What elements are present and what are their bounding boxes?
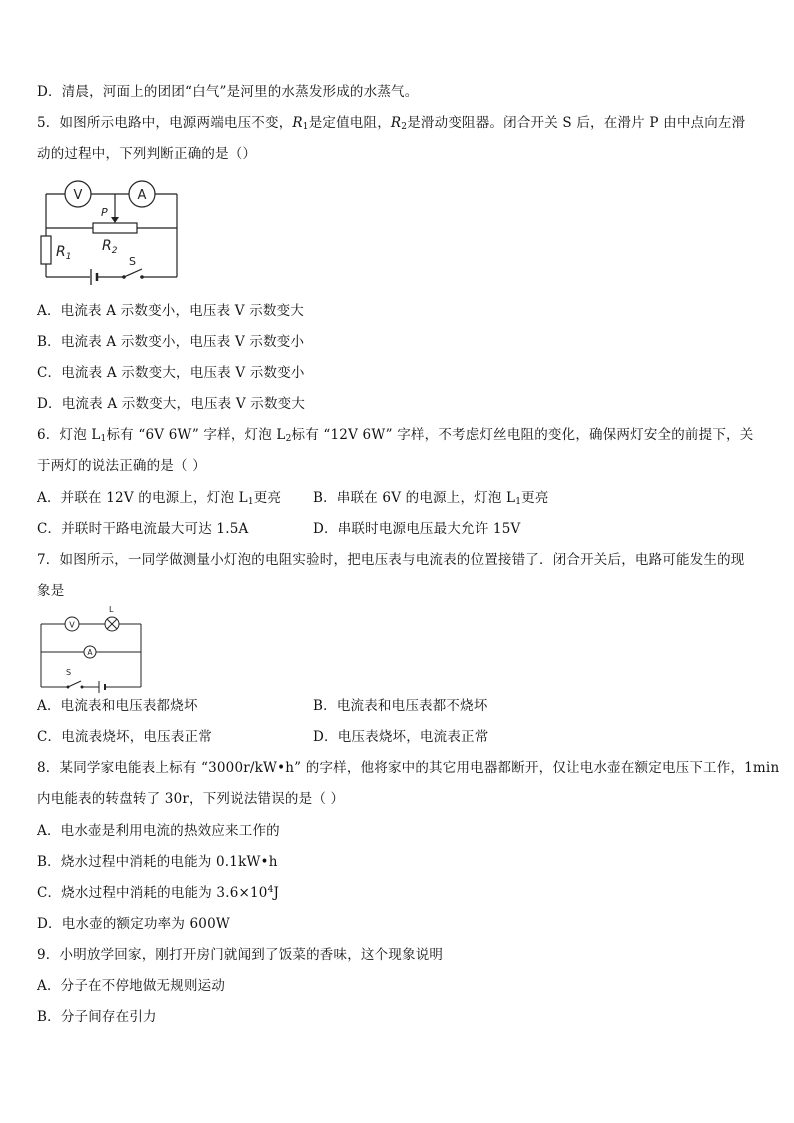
q9-stem: 9．小明放学回家，刚打开房门就闻到了饭菜的香味，这个现象说明	[37, 947, 444, 963]
voltmeter-label: V	[69, 620, 75, 630]
q8-stem-line2: 内电能表的转盘转了 30r，下列说法错误的是（ ）	[37, 791, 345, 807]
switch-contact-left	[67, 686, 70, 689]
slider-label-p: P	[101, 206, 108, 219]
q5-option-a: A．电流表 A 示数变小，电压表 V 示数变大	[37, 303, 305, 319]
switch-contact-left	[122, 275, 126, 279]
q9-option-b: B．分子间存在引力	[37, 1009, 157, 1025]
q6-option-b: B．串联在 6V 的电源上，灯泡 $L_1$更亮	[313, 490, 549, 507]
rheostat-r2	[93, 223, 137, 233]
q8-option-a: A．电水壶是利用电流的热效应来工作的	[37, 823, 280, 839]
battery-icon	[91, 269, 97, 285]
ammeter-label: A	[137, 188, 147, 203]
switch-label-s: S	[66, 668, 72, 677]
q5-stem-line1: 5．如图所示电路中，电源两端电压不变，$R_1$是定值电阻，$R_2$是滑动变阻器。闭合开关 S 后，在滑片 P 由中点向左滑	[37, 115, 746, 132]
q6-option-d: D．串联时电源电压最大允许 15V	[313, 521, 521, 537]
resistor-r1	[41, 236, 51, 264]
q5-stem-line2: 动的过程中，下列判断正确的是（）	[37, 146, 257, 162]
q7-option-b: B．电流表和电压表都不烧坏	[313, 698, 488, 714]
q8-option-c: C．烧水过程中消耗的电能为 $3.6\times 10^4J$	[37, 885, 280, 901]
q5-option-c: C．电流表 A 示数变大，电压表 V 示数变小	[37, 365, 305, 381]
switch-label-s: S	[129, 255, 136, 268]
ammeter-label: A	[87, 648, 93, 657]
q4-option-d: D．清晨，河面上的团团“白气”是河里的水蒸发形成的水蒸气。	[37, 84, 419, 100]
q6-option-c: C．并联时干路电流最大可达 1.5A	[37, 521, 249, 537]
slider-arrowhead	[111, 217, 119, 223]
q7-stem-line1: 7．如图所示，一同学做测量小灯泡的电阻实验时，把电压表与电流表的位置接错了．闭合开关后，电路可能发生的现	[37, 552, 745, 568]
q6-stem-line2: 于两灯的说法正确的是（ ）	[37, 458, 206, 474]
lamp-label: L	[109, 605, 114, 614]
q7-stem-line2: 象是	[37, 583, 65, 599]
battery-icon	[99, 681, 105, 693]
q8-stem-line1: 8．某同学家电能表上标有 “3000r/kW•h” 的字样，他将家中的其它用电器都断开，仅让电水壶在额定电压下工作，1min	[37, 760, 780, 776]
lamp-icon	[105, 617, 119, 631]
q5-option-b: B．电流表 A 示数变小，电压表 V 示数变小	[37, 334, 305, 350]
switch-contact-right	[81, 686, 84, 689]
q6-stem-line1: 6．灯泡 $L_1$标有 “6V 6W” 字样，灯泡 $L_2$标有 “12V 6W” 字样，不考虑灯丝电阻的变化，确保两灯安全的前提下，关	[37, 427, 754, 444]
q6-option-a: A．并联在 12V 的电源上，灯泡 $L_1$更亮	[37, 490, 282, 507]
r2-label: $R_2$	[102, 238, 118, 256]
q7-option-a: A．电流表和电压表都烧坏	[37, 698, 198, 714]
q5-circuit-diagram	[38, 178, 183, 283]
q5-option-d: D．电流表 A 示数变大，电压表 V 示数变大	[37, 396, 306, 412]
q9-option-a: A．分子在不停地做无规则运动	[37, 978, 226, 994]
voltmeter-label: V	[73, 188, 83, 203]
q8-option-b: B．烧水过程中消耗的电能为 0.1kW•h	[37, 854, 278, 870]
r1-label: $R_1$	[56, 244, 72, 262]
q7-option-d: D．电压表烧坏，电流表正常	[313, 729, 489, 745]
q7-option-c: C．电流表烧坏，电压表正常	[37, 729, 212, 745]
switch-contact-right	[140, 275, 144, 279]
q7-circuit-diagram	[38, 603, 144, 689]
q8-option-d: D．电水壶的额定功率为 600W	[37, 916, 230, 932]
